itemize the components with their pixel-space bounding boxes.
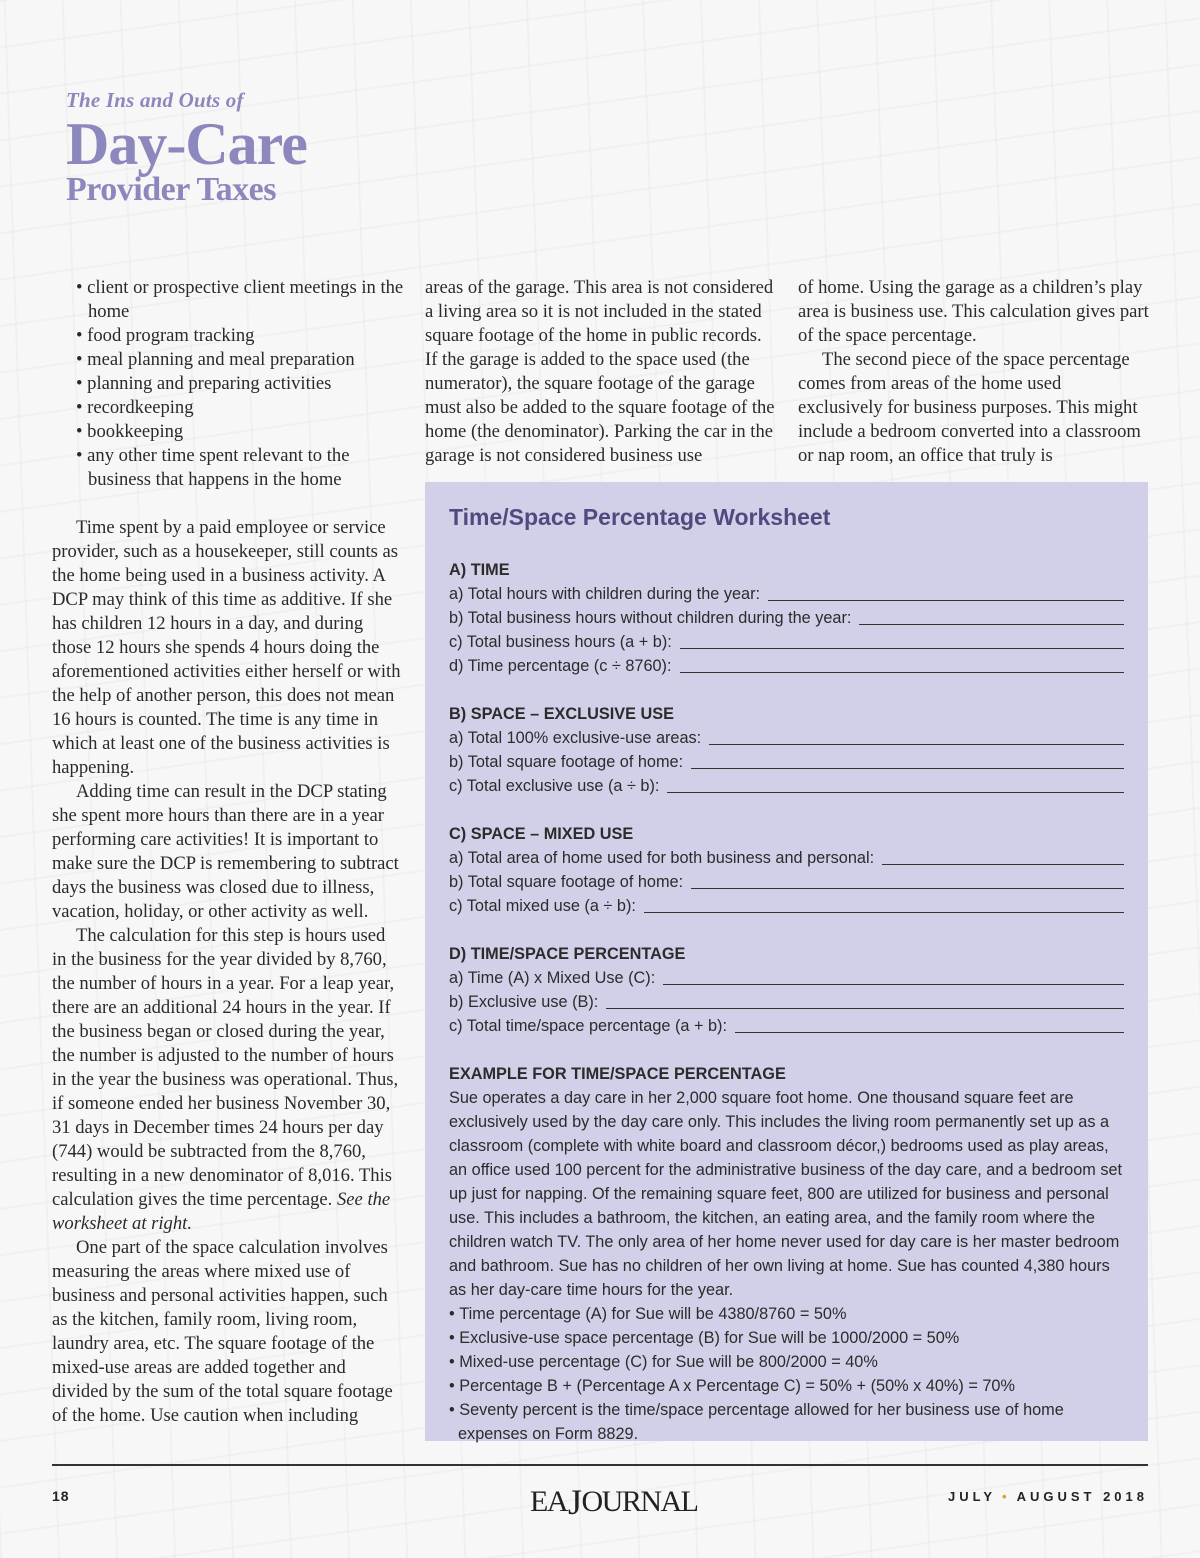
blank-field[interactable]	[644, 912, 1124, 913]
example-heading: EXAMPLE FOR TIME/SPACE PERCENTAGE	[449, 1065, 786, 1083]
blank-field[interactable]	[859, 624, 1124, 625]
worksheet-line	[449, 894, 1124, 918]
text-column-2	[425, 276, 777, 468]
section-heading: D) TIME/SPACE PERCENTAGE	[449, 945, 686, 963]
page-number: 18	[52, 1488, 70, 1504]
list-item: • Mixed-use percentage (C) for Sue will be 800/2000 = 40%	[449, 1350, 1124, 1374]
line-label: d) Time percentage (c ÷ 8760):	[449, 657, 672, 675]
blank-field[interactable]	[882, 864, 1124, 865]
line-label: b) Exclusive use (B):	[449, 993, 599, 1011]
worksheet-section-time-space	[449, 942, 1124, 1038]
article-subtitle: Provider Taxes	[66, 171, 276, 208]
list-item: • Percentage B + (Percentage A x Percentage C) = 50% + (50% x 40%) = 70%	[449, 1374, 1124, 1398]
line-label: c) Total exclusive use (a ÷ b):	[449, 777, 660, 795]
section-heading: B) SPACE – EXCLUSIVE USE	[449, 705, 674, 723]
paragraph	[52, 924, 404, 1236]
section-heading: C) SPACE – MIXED USE	[449, 825, 634, 843]
worksheet-line	[449, 870, 1124, 894]
blank-field[interactable]	[663, 984, 1124, 985]
worksheet-line	[449, 990, 1124, 1014]
list-item: • Exclusive-use space percentage (B) for Sue will be 1000/2000 = 50%	[449, 1326, 1124, 1350]
footer-divider	[52, 1464, 1148, 1466]
worksheet-reference: See the worksheet at right.	[52, 1189, 391, 1234]
line-label: c) Total business hours (a + b):	[449, 633, 672, 651]
paragraph: areas of the garage. This area is not considered a living area so it is not included in the stated square footage of the home in public records. If the garage is added to the space used (the numerator), the square footage of the garage must also be added to the square footage of the home (the denominator). Parking the car in the garage is not considered business use	[425, 277, 775, 466]
article-title: Day-Care	[66, 111, 307, 177]
line-label: b) Total square footage of home:	[449, 753, 684, 771]
line-label: b) Total business hours without children during the year:	[449, 609, 852, 627]
logo-part: J	[568, 1482, 581, 1522]
worksheet-line	[449, 726, 1124, 750]
worksheet-section-mixed-use	[449, 822, 1124, 918]
worksheet-section-exclusive-use	[449, 702, 1124, 798]
line-label: c) Total mixed use (a ÷ b):	[449, 897, 636, 915]
issue-month: AUGUST 2018	[1016, 1489, 1148, 1504]
worksheet-title: Time/Space Percentage Worksheet	[449, 504, 831, 530]
blank-field[interactable]	[691, 768, 1124, 769]
list-item: • planning and preparing activities	[52, 372, 404, 396]
example-text: Sue operates a day care in her 2,000 square foot home. One thousand square feet are exclusively used by the day care only. This includes the living room permanently set up as a classroom (complete with white board and classroom décor,) bedrooms used as play areas, an office used 100 percent for the administrative business of the day care, and a bedroom set up just for napping. Of the remaining square feet, 800 are utilized for business and personal use. This includes a bathroom, the kitchen, an eating area, and the family room where the children watch TV. The only area of her home never used for day care is her master bedroom and bathroom. Sue has no children of her own living at home. Sue has counted 4,380 hours as her day-care time hours for the year.	[449, 1089, 1123, 1299]
logo-part: EA	[530, 1485, 567, 1518]
worksheet-line	[449, 606, 1124, 630]
paragraph-text: The calculation for this step is hours used in the business for the year divided by 8,760, the number of hours in a year. For a leap year, there are an additional 24 hours in the year. If the business began or closed during the year, the number is adjusted to the number of hours in the year the business was operational. Thus, if someone ended her business November 30, 31 days in December times 24 hours per day (744) would be subtracted from the 8,760, resulting in a new denominator of 8,016. This calculation gives the time percentage.	[52, 925, 399, 1210]
blank-field[interactable]	[667, 792, 1124, 793]
paragraph: The second piece of the space percentage comes from areas of the home used exclusively for business purposes. This might include a bedroom converted into a classroom or nap room, an office that truly is	[798, 349, 1141, 466]
worksheet-line	[449, 630, 1124, 654]
blank-field[interactable]	[709, 744, 1124, 745]
ea-journal-logo	[530, 1478, 698, 1520]
line-label: a) Total area of home used for both business and personal:	[449, 849, 875, 867]
blank-field[interactable]	[680, 672, 1124, 673]
worksheet-line	[449, 846, 1124, 870]
activity-bullet-list	[52, 276, 404, 492]
list-item: • recordkeeping	[52, 396, 404, 420]
worksheet-line	[449, 582, 1124, 606]
line-label: a) Time (A) x Mixed Use (C):	[449, 969, 656, 987]
worksheet-section-time	[449, 558, 1124, 678]
issue-month: JULY	[947, 1489, 997, 1504]
list-item: • Seventy percent is the time/space percentage allowed for her business use of home expenses on Form 8829.	[449, 1398, 1124, 1446]
worksheet-line	[449, 750, 1124, 774]
paragraph: Adding time can result in the DCP stating she spent more hours than there are in a year performing care activities! It is important to make sure the DCP is remembering to subtract days the business was closed due to illness, vacation, holiday, or other activity as well.	[52, 781, 399, 922]
line-label: a) Total hours with children during the year:	[449, 585, 761, 603]
worksheet-line	[449, 774, 1124, 798]
line-label: a) Total 100% exclusive-use areas:	[449, 729, 702, 747]
text-column-1	[52, 276, 404, 1428]
list-item: • any other time spent relevant to the business that happens in the home	[52, 444, 404, 492]
worksheet-example	[449, 1062, 1124, 1446]
text-column-3	[798, 276, 1150, 468]
list-item: • meal planning and meal preparation	[52, 348, 404, 372]
logo-part: OURNAL	[581, 1485, 698, 1518]
separator-dot: •	[1002, 1489, 1011, 1504]
worksheet-box	[425, 482, 1148, 1441]
example-bullet-list	[449, 1302, 1124, 1446]
list-item: • client or prospective client meetings in the home	[52, 276, 404, 324]
blank-field[interactable]	[680, 648, 1124, 649]
paragraph: of home. Using the garage as a children’s play area is business use. This calculation gives part of the space percentage.	[798, 277, 1149, 346]
worksheet-line	[449, 654, 1124, 678]
blank-field[interactable]	[691, 888, 1124, 889]
line-label: b) Total square footage of home:	[449, 873, 684, 891]
line-label: c) Total time/space percentage (a + b):	[449, 1017, 727, 1035]
list-item: • food program tracking	[52, 324, 404, 348]
blank-field[interactable]	[768, 600, 1124, 601]
blank-field[interactable]	[735, 1032, 1124, 1033]
paragraph: Time spent by a paid employee or service provider, such as a housekeeper, still counts as the home being used in a business activity. A DCP may think of this time as additive. If she has children 12 hours in a day, and during those 12 hours she spends 4 hours doing the aforementioned activities either herself or with the help of another person, this does not mean 16 hours is counted. The time is any time in which at least one of the business activities is happening.	[52, 517, 401, 778]
issue-date	[948, 1489, 1148, 1504]
list-item: • bookkeeping	[52, 420, 404, 444]
title-kicker: The Ins and Outs of	[66, 88, 244, 112]
section-heading: A) TIME	[449, 561, 510, 579]
blank-field[interactable]	[606, 1008, 1124, 1009]
article-title-block	[66, 88, 307, 207]
worksheet-line	[449, 966, 1124, 990]
list-item: • Time percentage (A) for Sue will be 4380/8760 = 50%	[449, 1302, 1124, 1326]
paragraph: One part of the space calculation involves measuring the areas where mixed use of business and personal activities happen, such as the kitchen, family room, living room, laundry area, etc. The square footage of the mixed-use areas are added together and divided by the sum of the total square footage of the home. Use caution when including	[52, 1237, 393, 1426]
worksheet-line	[449, 1014, 1124, 1038]
